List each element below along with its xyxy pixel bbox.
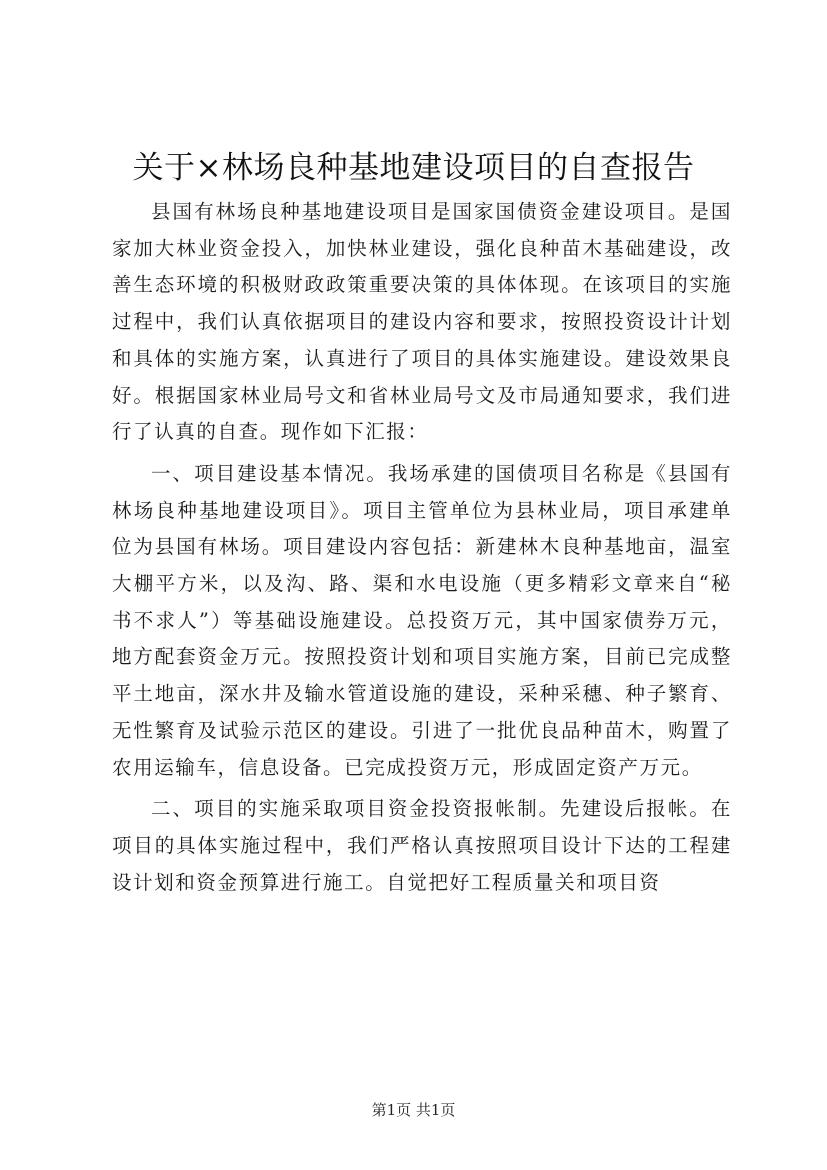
paragraph-implementation: 二、项目的实施采取项目资金投资报帐制。先建设后报帐。在项目的具体实施过程中，我们严格认真按照项目设计下达的工程建设计划和资金预算进行施工。自觉把好工程质量关和项目资 [112, 797, 732, 894]
paragraph-intro: 县国有林场良种基地建设项目是国家国债资金建设项目。是国家加大林业资金投入，加快林业建设，强化良种苗木基础建设，改善生态环境的积极财政政策重要决策的具体体现。在该项目的实施过程中，我们认真依据项目的建设内容和要求，按照投资设计计划和具体的实施方案，认真进行了项目的具体实施建设。建设效果良好。根据国家林业局号文和省林业局号文及市局通知要求，我们进行了认真的自查。现作如下汇报： [112, 200, 732, 444]
document-body [112, 194, 732, 906]
paragraph-basic-situation: 一、项目建设基本情况。我场承建的国债项目名称是《县国有林场良种基地建设项目》。项目主管单位为县林业局，项目承建单位为县国有林场。项目建设内容包括：新建林木良种基地亩，温室大棚平方米，以及沟、路、渠和水电设施（更多精彩文章来自“秘书不求人”）等基础设施建设。总投资万元，其中国家债券万元，地方配套资金万元。按照投资计划和项目实施方案，目前已完成整平土地亩，深水井及输水管道设施的建设，采种采穗、种子繁育、无性繁育及试验示范区的建设。引进了一批优良品种苗木，购置了农用运输车，信息设备。已完成投资万元，形成固定资产万元。 [112, 461, 732, 779]
page-footer: 第1页 共1页 [371, 1101, 456, 1119]
document-title: 关于×林场良种基地建设项目的自查报告 [132, 150, 695, 186]
